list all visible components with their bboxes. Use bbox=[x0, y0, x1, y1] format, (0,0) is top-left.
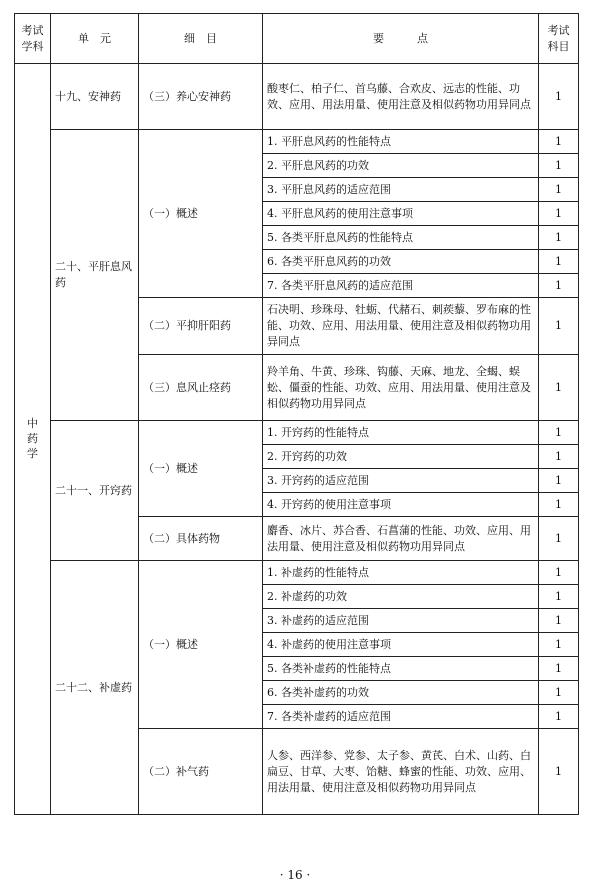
key-point: 2. 开窍药的功效 bbox=[263, 445, 539, 469]
key-point: 1. 平肝息风药的性能特点 bbox=[263, 130, 539, 154]
sub-item-label: （三）养心安神药 bbox=[139, 64, 263, 130]
key-point: 7. 各类补虚药的适应范围 bbox=[263, 705, 539, 729]
unit-title: 二十一、开窍药 bbox=[51, 421, 139, 561]
table-body bbox=[15, 64, 579, 815]
sub-item-label: （一）概述 bbox=[139, 421, 263, 517]
exam-subject-value: 1 bbox=[539, 681, 579, 705]
key-point: 酸枣仁、柏子仁、首乌藤、合欢皮、远志的性能、功效、应用、用法用量、使用注意及相似药物功用异同点 bbox=[263, 64, 539, 130]
key-point: 3. 开窍药的适应范围 bbox=[263, 469, 539, 493]
header-sub-item: 细 目 bbox=[139, 14, 263, 64]
key-point: 2. 平肝息风药的功效 bbox=[263, 154, 539, 178]
exam-subject-value: 1 bbox=[539, 154, 579, 178]
subject-label: 中药学 bbox=[27, 417, 38, 460]
exam-subject-value: 1 bbox=[539, 250, 579, 274]
sub-item-label: （二）补气药 bbox=[139, 729, 263, 815]
syllabus-table bbox=[14, 13, 579, 815]
key-point: 1. 补虚药的性能特点 bbox=[263, 561, 539, 585]
key-point: 4. 开窍药的使用注意事项 bbox=[263, 493, 539, 517]
unit-title: 十九、安神药 bbox=[51, 64, 139, 130]
header-subject: 考试学科 bbox=[15, 14, 51, 64]
key-point: 石决明、珍珠母、牡蛎、代赭石、刺蒺藜、罗布麻的性能、功效、应用、用法用量、使用注意及相似药物功用异同点 bbox=[263, 298, 539, 355]
unit-title: 二十二、补虚药 bbox=[51, 561, 139, 815]
exam-subject-value: 1 bbox=[539, 64, 579, 130]
exam-subject-value: 1 bbox=[539, 633, 579, 657]
sub-item-label: （一）概述 bbox=[139, 561, 263, 729]
table-row bbox=[15, 64, 579, 130]
key-point: 6. 各类补虚药的功效 bbox=[263, 681, 539, 705]
unit-title: 二十、平肝息风药 bbox=[51, 130, 139, 421]
header-unit: 单 元 bbox=[51, 14, 139, 64]
key-point: 2. 补虚药的功效 bbox=[263, 585, 539, 609]
key-point: 3. 补虚药的适应范围 bbox=[263, 609, 539, 633]
key-point: 3. 平肝息风药的适应范围 bbox=[263, 178, 539, 202]
exam-subject-value: 1 bbox=[539, 421, 579, 445]
exam-subject-value: 1 bbox=[539, 657, 579, 681]
exam-subject-value: 1 bbox=[539, 561, 579, 585]
exam-subject-value: 1 bbox=[539, 202, 579, 226]
key-point: 4. 平肝息风药的使用注意事项 bbox=[263, 202, 539, 226]
key-point: 5. 各类补虚药的性能特点 bbox=[263, 657, 539, 681]
table-header-row bbox=[15, 14, 579, 64]
table-row bbox=[15, 561, 579, 585]
exam-subject-value: 1 bbox=[539, 445, 579, 469]
exam-subject-value: 1 bbox=[539, 130, 579, 154]
exam-subject-value: 1 bbox=[539, 493, 579, 517]
sub-item-label: （三）息风止痉药 bbox=[139, 355, 263, 421]
exam-subject-value: 1 bbox=[539, 469, 579, 493]
sub-item-label: （一）概述 bbox=[139, 130, 263, 298]
key-point: 人参、西洋参、党参、太子参、黄芪、白术、山药、白扁豆、甘草、大枣、饴糖、蜂蜜的性能、功效、应用、用法用量、使用注意及相似药物功用异同点 bbox=[263, 729, 539, 815]
exam-subject-value: 1 bbox=[539, 274, 579, 298]
table-row bbox=[15, 421, 579, 445]
exam-subject-value: 1 bbox=[539, 355, 579, 421]
exam-subject-value: 1 bbox=[539, 226, 579, 250]
key-point: 羚羊角、牛黄、珍珠、钩藤、天麻、地龙、全蝎、蜈蚣、僵蚕的性能、功效、应用、用法用量、使用注意及相似药物功用异同点 bbox=[263, 355, 539, 421]
key-point: 5. 各类平肝息风药的性能特点 bbox=[263, 226, 539, 250]
subject-cell bbox=[15, 64, 51, 815]
exam-subject-value: 1 bbox=[539, 705, 579, 729]
sub-item-label: （二）具体药物 bbox=[139, 517, 263, 561]
sub-item-label: （二）平抑肝阳药 bbox=[139, 298, 263, 355]
header-exam: 考试科目 bbox=[539, 14, 579, 64]
exam-subject-value: 1 bbox=[539, 609, 579, 633]
exam-subject-value: 1 bbox=[539, 729, 579, 815]
header-points: 要 点 bbox=[263, 14, 539, 64]
table-row bbox=[15, 130, 579, 154]
key-point: 麝香、冰片、苏合香、石菖蒲的性能、功效、应用、用法用量、使用注意及相似药物功用异同点 bbox=[263, 517, 539, 561]
page-number: · 16 · bbox=[279, 868, 311, 882]
key-point: 6. 各类平肝息风药的功效 bbox=[263, 250, 539, 274]
key-point: 7. 各类平肝息风药的适应范围 bbox=[263, 274, 539, 298]
key-point: 4. 补虚药的使用注意事项 bbox=[263, 633, 539, 657]
exam-subject-value: 1 bbox=[539, 517, 579, 561]
key-point: 1. 开窍药的性能特点 bbox=[263, 421, 539, 445]
exam-subject-value: 1 bbox=[539, 178, 579, 202]
exam-subject-value: 1 bbox=[539, 298, 579, 355]
exam-subject-value: 1 bbox=[539, 585, 579, 609]
